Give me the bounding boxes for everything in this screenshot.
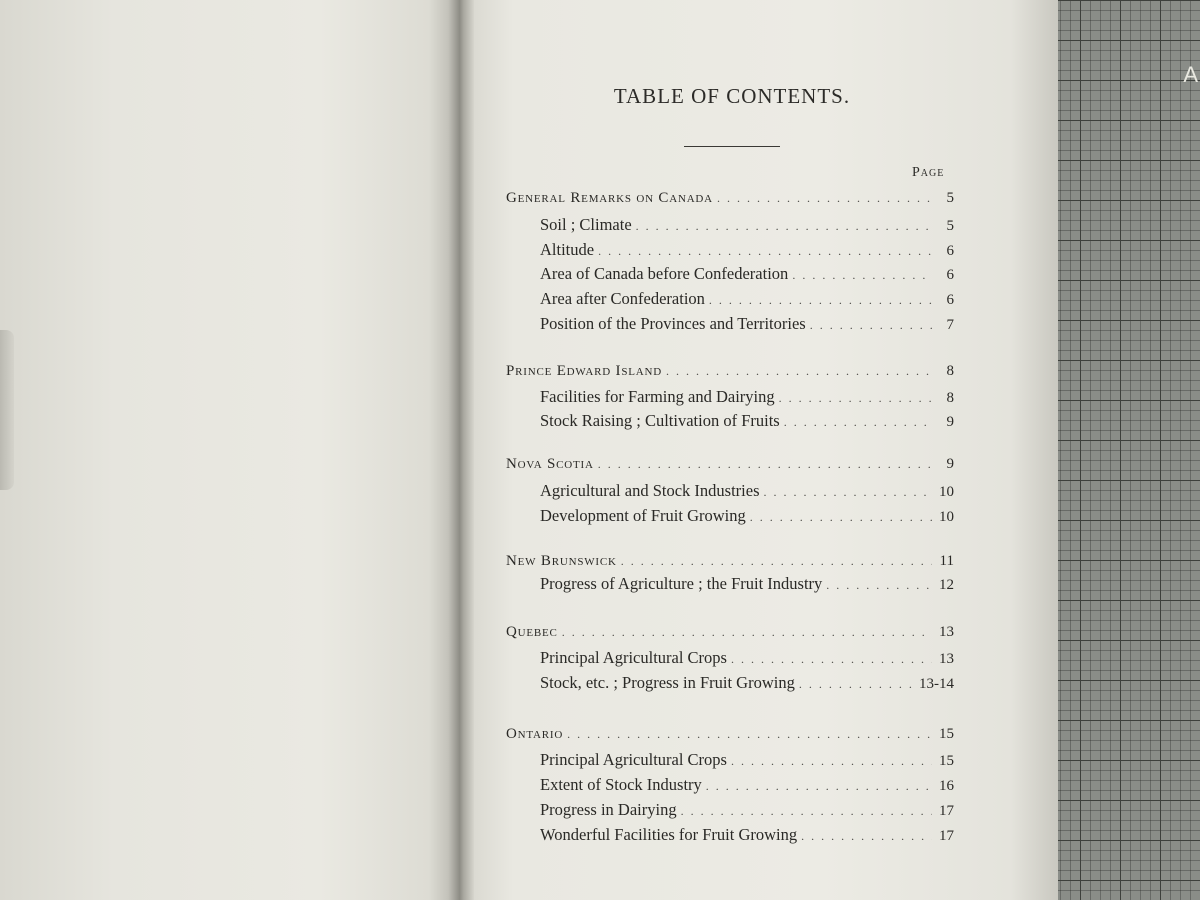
right-page bbox=[466, 0, 1058, 900]
toc-section-title: Prince Edward Island bbox=[506, 363, 662, 379]
toc-item-label: Area after Confederation bbox=[540, 289, 705, 308]
leader-dots bbox=[709, 293, 932, 308]
toc-page-number: 13-14 bbox=[919, 676, 954, 692]
leader-dots bbox=[598, 244, 932, 259]
leader-dots bbox=[799, 677, 915, 692]
toc-item bbox=[540, 800, 954, 822]
toc-page-number: 13 bbox=[939, 651, 954, 667]
leader-dots bbox=[731, 754, 932, 769]
book-gutter bbox=[448, 0, 474, 900]
toc-page-number: 16 bbox=[939, 778, 954, 794]
toc-section bbox=[506, 624, 954, 646]
cutting-mat bbox=[1040, 0, 1200, 900]
toc-section-title: New Brunswick bbox=[506, 553, 617, 569]
toc-page-number: 5 bbox=[946, 218, 954, 234]
leader-dots bbox=[717, 191, 932, 206]
toc-item-label: Altitude bbox=[540, 240, 595, 259]
toc-section-title: Ontario bbox=[506, 726, 564, 742]
toc-item bbox=[540, 775, 954, 797]
toc-item bbox=[540, 648, 954, 670]
leader-dots bbox=[731, 652, 932, 667]
toc-section-title: Quebec bbox=[506, 624, 558, 640]
toc-item bbox=[540, 240, 954, 262]
leader-dots bbox=[801, 829, 932, 844]
toc-item-label: Development of Fruit Growing bbox=[540, 506, 746, 525]
toc-item bbox=[540, 264, 954, 286]
page-column-heading: Page bbox=[912, 165, 945, 180]
toc-page-number: 15 bbox=[939, 753, 954, 769]
toc-item-label: Stock, etc. ; Progress in Fruit Growing bbox=[540, 673, 795, 692]
toc-item-label: Progress in Dairying bbox=[540, 800, 677, 819]
toc-item-label: Stock Raising ; Cultivation of Fruits bbox=[540, 411, 780, 430]
toc-page-number: 17 bbox=[939, 803, 954, 819]
leader-dots bbox=[567, 727, 932, 742]
toc-item bbox=[540, 574, 954, 596]
leader-dots bbox=[779, 391, 932, 406]
toc-page-number: 7 bbox=[946, 317, 954, 333]
title-rule bbox=[684, 146, 780, 147]
toc-page-number: 8 bbox=[946, 363, 954, 379]
toc-page-number: 15 bbox=[939, 726, 954, 742]
toc-section-title: Nova Scotia bbox=[506, 456, 594, 472]
leader-dots bbox=[666, 364, 932, 379]
toc-item-label: Principal Agricultural Crops bbox=[540, 750, 727, 769]
toc-section bbox=[506, 553, 954, 575]
leader-dots bbox=[784, 415, 932, 430]
toc-item bbox=[540, 411, 954, 433]
toc-item-label: Area of Canada before Confederation bbox=[540, 264, 789, 283]
toc-item bbox=[540, 825, 954, 847]
toc-page-number: 6 bbox=[946, 243, 954, 259]
toc-item bbox=[540, 215, 954, 237]
leader-dots bbox=[826, 578, 932, 593]
toc-item bbox=[540, 314, 954, 336]
toc-item-label: Position of the Provinces and Territories bbox=[540, 314, 806, 333]
toc-item bbox=[540, 481, 954, 503]
toc-item-label: Wonderful Facilities for Fruit Growing bbox=[540, 825, 798, 844]
toc-section bbox=[506, 363, 954, 385]
left-page-edge bbox=[0, 330, 14, 490]
toc-item bbox=[540, 750, 954, 772]
toc-page-number: 11 bbox=[939, 553, 954, 569]
toc-item bbox=[540, 506, 954, 528]
toc-item-label: Facilities for Farming and Dairying bbox=[540, 387, 775, 406]
leader-dots bbox=[792, 268, 932, 283]
toc-page-number: 12 bbox=[939, 577, 954, 593]
toc-item-label: Soil ; Climate bbox=[540, 215, 632, 234]
toc-section bbox=[506, 456, 954, 478]
toc-item-label: Agricultural and Stock Industries bbox=[540, 481, 760, 500]
left-page bbox=[0, 0, 456, 900]
leader-dots bbox=[764, 485, 933, 500]
toc-section bbox=[506, 726, 954, 748]
toc-page-number: 8 bbox=[946, 390, 954, 406]
toc-page-number: 6 bbox=[946, 292, 954, 308]
toc-item bbox=[540, 387, 954, 409]
toc-item bbox=[540, 673, 954, 695]
leader-dots bbox=[810, 318, 932, 333]
toc-item-label: Progress of Agriculture ; the Fruit Industry bbox=[540, 574, 823, 593]
toc-item-label: Extent of Stock Industry bbox=[540, 775, 702, 794]
mat-edge-letter: A bbox=[1183, 62, 1198, 87]
toc-page-number: 9 bbox=[946, 414, 954, 430]
toc-page-number: 9 bbox=[946, 456, 954, 472]
toc-title: TABLE OF CONTENTS. bbox=[613, 84, 851, 108]
toc-item-label: Principal Agricultural Crops bbox=[540, 648, 727, 667]
toc-page-number: 6 bbox=[946, 267, 954, 283]
toc-section-title: General Remarks on Canada bbox=[506, 190, 713, 206]
leader-dots bbox=[621, 554, 932, 569]
toc-item bbox=[540, 289, 954, 311]
leader-dots bbox=[636, 219, 932, 234]
toc-section bbox=[506, 190, 954, 212]
toc-page-number: 13 bbox=[939, 624, 954, 640]
leader-dots bbox=[598, 457, 932, 472]
leader-dots bbox=[562, 625, 932, 640]
leader-dots bbox=[706, 779, 932, 794]
toc-page-number: 10 bbox=[939, 484, 954, 500]
toc-page-number: 17 bbox=[939, 828, 954, 844]
toc-page-number: 5 bbox=[946, 190, 954, 206]
leader-dots bbox=[750, 510, 932, 525]
toc-page-number: 10 bbox=[939, 509, 954, 525]
leader-dots bbox=[681, 804, 932, 819]
